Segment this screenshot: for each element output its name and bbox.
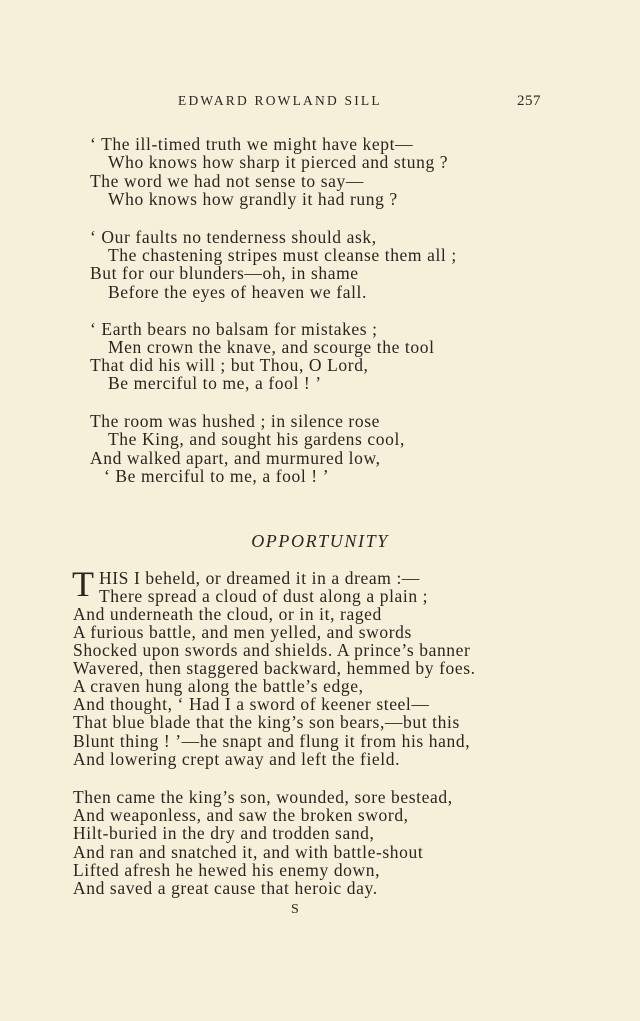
poem-line: Then came the king’s son, wounded, sore bestead, — [73, 787, 453, 807]
poem-line: A furious battle, and men yelled, and swords — [73, 622, 412, 642]
poem-line-first: HIS I beheld, or dreamed it in a dream :— — [99, 568, 421, 588]
poem-line: ‘ The ill-timed truth we might have kept— — [90, 134, 414, 154]
poem-line: Who knows how sharp it pierced and stung ? — [108, 152, 449, 172]
poem-line: The chastening stripes must cleanse them all ; — [108, 245, 457, 265]
poem-line: And saved a great cause that heroic day. — [73, 878, 378, 898]
poem-line: That blue blade that the king’s son bears,—but this — [73, 712, 460, 732]
poem-line: And underneath the cloud, or in it, raged — [73, 604, 382, 624]
poem-line: And thought, ‘ Had I a sword of keener steel— — [73, 694, 430, 714]
page-number: 257 — [517, 93, 541, 109]
running-head-author: EDWARD ROWLAND SILL — [178, 93, 382, 108]
poem-line: Be merciful to me, a fool ! ’ — [108, 373, 322, 393]
poem-line: ‘ Be merciful to me, a fool ! ’ — [104, 466, 330, 486]
poem-line: Who knows how grandly it had rung ? — [108, 189, 398, 209]
poem-line: Men crown the knave, and scourge the tool — [108, 337, 435, 357]
poem-line: There spread a cloud of dust along a plain ; — [99, 586, 429, 606]
poem-line: ‘ Earth bears no balsam for mistakes ; — [90, 319, 378, 339]
poem-line: And weaponless, and saw the broken sword, — [73, 805, 409, 825]
poem-line: ‘ Our faults no tenderness should ask, — [90, 227, 377, 247]
running-head — [0, 93, 640, 113]
poem-line: The word we had not sense to say— — [90, 171, 364, 191]
signature-mark: S — [291, 902, 300, 917]
poem-title: OPPORTUNITY — [251, 531, 389, 551]
poem-line: Wavered, then staggered backward, hemmed by foes. — [73, 658, 476, 678]
poem-line: Before the eyes of heaven we fall. — [108, 282, 367, 302]
poem-line: The King, and sought his gardens cool, — [108, 429, 405, 449]
poem-line: Blunt thing ! ’—he snapt and flung it from his hand, — [73, 731, 471, 751]
poem-line: And walked apart, and murmured low, — [90, 448, 381, 468]
poem-line: And ran and snatched it, and with battle-shout — [73, 842, 424, 862]
poem-line: The room was hushed ; in silence rose — [90, 411, 380, 431]
poem-line: A craven hung along the battle’s edge, — [73, 676, 364, 696]
poem-line: But for our blunders—oh, in shame — [90, 263, 359, 283]
poem-line: Lifted afresh he hewed his enemy down, — [73, 860, 381, 880]
drop-cap: T — [72, 564, 94, 604]
poem-line: Hilt-buried in the dry and trodden sand, — [73, 823, 375, 843]
poem-line: That did his will ; but Thou, O Lord, — [90, 355, 369, 375]
poem-line: And lowering crept away and left the field. — [73, 749, 401, 769]
poem-line: Shocked upon swords and shields. A prince’s banner — [73, 640, 471, 660]
